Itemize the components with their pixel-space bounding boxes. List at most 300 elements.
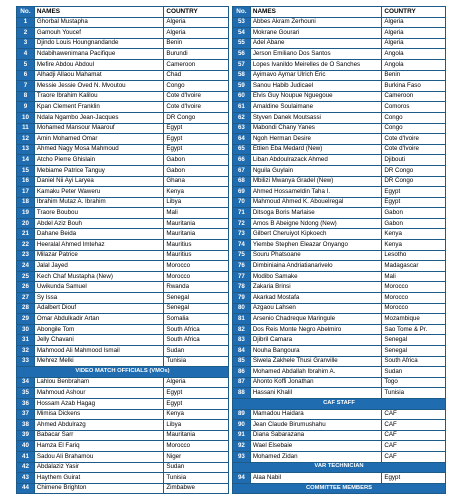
table-row [233,282,446,293]
official-country: Mali [382,271,446,282]
section-title: VIDEO MATCH OFFICIALS (VMOs) [17,367,229,378]
official-name: Sadou Ali Brahamou [34,451,163,462]
official-country: Sudan [164,462,229,473]
row-number: 39 [17,430,35,441]
table-row [17,155,229,166]
table-row [233,218,446,229]
section-header-row [233,398,446,409]
row-number: 55 [233,38,251,49]
row-number: 20 [17,218,35,229]
table-row [17,346,229,357]
official-name: Gamouh Youcef [34,28,163,39]
table-row [233,377,446,388]
row-number: 79 [233,293,251,304]
table-row [233,81,446,92]
official-name: Ahmed Nagy Mosa Mahmoud [34,144,163,155]
table-row [233,70,446,81]
official-country: Algeria [382,28,446,39]
table-row [17,473,229,484]
official-name: Djindo Louis Houngnandande [34,38,163,49]
officials-roster [16,6,446,494]
official-name: Dos Reis Monte Negro Abelmiro [250,324,382,335]
official-country: Egypt [382,473,446,484]
official-country: Cameroon [164,59,229,70]
row-number: 28 [17,303,35,314]
official-name: Yiembe Stephen Eleazar Onyango [250,240,382,251]
official-country: Egypt [164,398,229,409]
section-header-row [17,367,229,378]
row-number: 65 [233,144,251,155]
official-country: Benin [164,38,229,49]
table-row [233,335,446,346]
row-number: 44 [17,483,35,494]
official-name: Mbilizi Mwanya Gradel (New) [250,176,382,187]
official-name: Atcho Pierre Ghislain [34,155,163,166]
header-country: COUNTRY [382,7,446,18]
table-row [233,102,446,113]
row-number: 83 [233,335,251,346]
official-name: Sy Issa [34,293,163,304]
table-row [233,144,446,155]
row-number: 88 [233,388,251,399]
row-number: 24 [17,261,35,272]
table-row [233,441,446,452]
official-name: Ahonto Koffi Jonathan [250,377,382,388]
official-country: Kenya [164,187,229,198]
row-number: 91 [233,430,251,441]
official-country: Congo [164,81,229,92]
table-row [17,409,229,420]
official-country: CAF [382,420,446,431]
section-header-row [233,462,446,473]
table-row [233,388,446,399]
row-number: 57 [233,59,251,70]
official-name: Haythem Guirat [34,473,163,484]
official-name: Azgaou Lahsen [250,303,382,314]
official-country: Niger [164,451,229,462]
row-number: 22 [17,240,35,251]
table-row [233,49,446,60]
official-name: Ndabihawenimana Pacifique [34,49,163,60]
section-title: COMMITTEE MEMBERS [233,483,446,494]
row-number: 14 [17,155,35,166]
official-name: Traore Ibrahim Kalilou [34,91,163,102]
official-country: Morocco [382,282,446,293]
official-name: Gilbert Cheruiyot Kipkoech [250,229,382,240]
official-name: Ahmed Hossameldin Taha I. [250,187,382,198]
official-name: Chimene Brighton [34,483,163,494]
official-name: Traore Boubou [34,208,163,219]
row-number: 75 [233,250,251,261]
table-row [233,240,446,251]
table-row [17,240,229,251]
header-row [233,7,446,18]
official-name: Arsenio Chadreque Maringule [250,314,382,325]
row-number: 1 [17,17,35,28]
header-names: NAMES [34,7,163,18]
table-row [17,356,229,367]
table-row [233,17,446,28]
official-country: Cameroon [382,91,446,102]
row-number: 92 [233,441,251,452]
official-name: Siwela Zakhele Thusi Granville [250,356,382,367]
official-name: Mahmoud Ashour [34,388,163,399]
official-name: Mebiame Patrice Tanguy [34,165,163,176]
table-row [233,314,446,325]
official-name: Heeralal Ahmed Imtehaz [34,240,163,251]
row-number: 78 [233,282,251,293]
official-name: Lopes Ivanildo Meirelles de O Sanches [250,59,382,70]
official-name: Mohamed Mansour Maarouf [34,123,163,134]
row-number: 42 [17,462,35,473]
official-country: South Africa [164,335,229,346]
row-number: 40 [17,441,35,452]
row-number: 4 [17,49,35,60]
table-row [17,229,229,240]
header-no: No. [17,7,35,18]
official-name: Uwikunda Samuel [34,282,163,293]
official-name: Alhadji Allaou Mahamat [34,70,163,81]
official-country: Kenya [164,409,229,420]
official-country: Egypt [382,187,446,198]
official-name: Ditsoga Boris Marlaise [250,208,382,219]
official-name: Amaldine Soulaimane [250,102,382,113]
table-row [17,59,229,70]
row-number: 85 [233,356,251,367]
official-country: Egypt [164,388,229,399]
row-number: 67 [233,165,251,176]
row-number: 18 [17,197,35,208]
official-name: Dimbiniaina Andriatianarivelo [250,261,382,272]
official-country: Gabon [382,208,446,219]
table-row [233,59,446,70]
row-number: 87 [233,377,251,388]
table-row [233,303,446,314]
official-name: Ahmed Abdulrazg [34,420,163,431]
official-country: Morocco [164,271,229,282]
roster-table-left [16,6,229,494]
table-row [17,144,229,155]
row-number: 19 [17,208,35,219]
official-name: Jalal Jayed [34,261,163,272]
table-row [17,293,229,304]
official-name: Mohamed Abdallah Ibrahim A. [250,367,382,378]
official-name: Jelly Chavani [34,335,163,346]
table-row [233,229,446,240]
row-number: 16 [17,176,35,187]
official-country: Cote d'Ivoire [164,91,229,102]
table-row [17,70,229,81]
official-name: Mimisa Dickens [34,409,163,420]
table-row [17,303,229,314]
row-number: 77 [233,271,251,282]
official-country: Mozambique [382,314,446,325]
table-row [233,165,446,176]
table-row [17,462,229,473]
table-row [233,208,446,219]
official-country: South Africa [164,324,229,335]
table-row [233,91,446,102]
table-row [233,38,446,49]
row-number: 60 [233,91,251,102]
table-row [233,430,446,441]
official-country: Rwanda [164,282,229,293]
official-country: Zimbabwe [164,483,229,494]
official-country: CAF [382,409,446,420]
official-country: Congo [382,112,446,123]
row-number: 61 [233,102,251,113]
official-country: Cote d'Ivoire [382,144,446,155]
table-row [233,367,446,378]
table-row [17,165,229,176]
official-name: Mahmood Ali Mahmood Ismail [34,346,163,357]
official-name: Souru Phatsoane [250,250,382,261]
table-row [17,102,229,113]
official-country: Burkina Faso [382,81,446,92]
official-country: CAF [382,451,446,462]
row-number: 36 [17,398,35,409]
official-name: Mehrez Melki [34,356,163,367]
official-country: Morocco [382,293,446,304]
row-number: 31 [17,335,35,346]
row-number: 63 [233,123,251,134]
section-title: CAF STAFF [233,398,446,409]
official-country: Egypt [164,134,229,145]
table-row [17,335,229,346]
row-number: 3 [17,38,35,49]
row-number: 17 [17,187,35,198]
row-number: 38 [17,420,35,431]
table-row [17,282,229,293]
row-number: 9 [17,102,35,113]
table-row [233,271,446,282]
row-number: 54 [233,28,251,39]
row-number: 21 [17,229,35,240]
table-row [17,123,229,134]
official-country: Sudan [382,367,446,378]
row-number: 64 [233,134,251,145]
official-country: DR Congo [382,165,446,176]
official-country: Somalia [164,314,229,325]
row-number: 12 [17,134,35,145]
table-row [17,49,229,60]
header-no: No. [233,7,251,18]
official-country: South Africa [382,356,446,367]
row-number: 25 [17,271,35,282]
row-number: 73 [233,229,251,240]
official-country: Egypt [164,144,229,155]
official-country: Senegal [382,346,446,357]
official-country: Angola [382,49,446,60]
official-country: Algeria [164,377,229,388]
row-number: 56 [233,49,251,60]
header-row [17,7,229,18]
roster-table-right [232,6,446,494]
row-number: 10 [17,112,35,123]
table-row [233,261,446,272]
row-number: 80 [233,303,251,314]
official-country: Senegal [164,303,229,314]
official-name: Hossam Azab Hagag [34,398,163,409]
official-name: Elvis Guy Noupue Nguegoue [250,91,382,102]
section-header-row [233,483,446,494]
row-number: 89 [233,409,251,420]
row-number: 86 [233,367,251,378]
official-name: Abdel Aziz Bouh [34,218,163,229]
table-row [233,324,446,335]
official-name: Mahmoud Ahmed K. Abouelregal [250,197,382,208]
official-name: Mamadou Haidara [250,409,382,420]
table-row [17,420,229,431]
official-country: Gabon [382,218,446,229]
official-country: Mauritania [164,218,229,229]
row-number: 66 [233,155,251,166]
official-name: Omar Abdulkadir Artan [34,314,163,325]
official-country: Egypt [382,197,446,208]
table-row [17,38,229,49]
official-name: Mohamed Zidan [250,451,382,462]
official-country: Algeria [382,17,446,28]
official-name: Jean Claude Birumushahu [250,420,382,431]
row-number: 6 [17,70,35,81]
official-country: Algeria [164,28,229,39]
row-number: 37 [17,409,35,420]
official-name: Nguila Guylain [250,165,382,176]
official-country: Kenya [382,229,446,240]
table-row [233,409,446,420]
official-country: DR Congo [382,176,446,187]
official-country: Benin [382,70,446,81]
official-name: Liban Abdoulrazack Ahmed [250,155,382,166]
row-number: 59 [233,81,251,92]
table-row [17,197,229,208]
official-country: Sao Tome & Pr. [382,324,446,335]
official-country: Mauritania [164,229,229,240]
row-number: 72 [233,218,251,229]
official-country: Ghana [164,176,229,187]
official-name: Daniel Nii Ayi Laryea [34,176,163,187]
row-number: 7 [17,81,35,92]
row-number: 35 [17,388,35,399]
table-row [17,483,229,494]
table-row [233,250,446,261]
official-country: Egypt [164,123,229,134]
official-name: Ndala Ngambo Jean-Jacques [34,112,163,123]
official-name: Abdalaziz Yasir [34,462,163,473]
official-name: Ibrahim Mutaz A. Ibrahim [34,197,163,208]
table-row [17,430,229,441]
table-row [17,377,229,388]
official-country: Morocco [164,441,229,452]
row-number: 93 [233,451,251,462]
row-number: 70 [233,197,251,208]
header-names: NAMES [250,7,382,18]
table-row [233,134,446,145]
official-name: Babacar Sarr [34,430,163,441]
official-name: Kamaku Peter Waweru [34,187,163,198]
official-country: Cote d'Ivoire [164,102,229,113]
table-row [17,91,229,102]
row-number: 33 [17,356,35,367]
header-country: COUNTRY [164,7,229,18]
table-row [17,261,229,272]
official-name: Lahlou Benbraham [34,377,163,388]
official-country: Mauritania [164,430,229,441]
official-name: Abongile Tom [34,324,163,335]
row-number: 29 [17,314,35,325]
row-number: 82 [233,324,251,335]
table-row [233,346,446,357]
table-row [17,451,229,462]
official-name: Sanou Habib Judicael [250,81,382,92]
row-number: 71 [233,208,251,219]
row-number: 11 [17,123,35,134]
official-country: Chad [164,70,229,81]
official-name: Amin Mohamed Omar [34,134,163,145]
official-name: Wael Elsebaie [250,441,382,452]
table-row [17,134,229,145]
official-country: Angola [382,59,446,70]
official-name: Ghorbal Mustapha [34,17,163,28]
table-row [233,123,446,134]
row-number: 30 [17,324,35,335]
official-name: Djibril Camara [250,335,382,346]
table-row [17,441,229,452]
official-country: Morocco [164,261,229,272]
table-row [233,356,446,367]
official-country: Mauritius [164,250,229,261]
row-number: 62 [233,112,251,123]
row-number: 69 [233,187,251,198]
table-row [17,28,229,39]
official-country: Tunisia [164,356,229,367]
row-number: 43 [17,473,35,484]
official-name: Diana Sabarazana [250,430,382,441]
row-number: 68 [233,176,251,187]
official-country: CAF [382,430,446,441]
official-country: CAF [382,441,446,452]
row-number: 13 [17,144,35,155]
table-row [233,293,446,304]
table-row [233,112,446,123]
table-row [17,176,229,187]
table-row [17,208,229,219]
table-row [17,250,229,261]
official-name: Ettien Eba Medard (New) [250,144,382,155]
table-row [233,28,446,39]
official-name: Amos B Abeigne Ndong (New) [250,218,382,229]
official-name: Dahane Beida [34,229,163,240]
table-row [17,112,229,123]
official-name: Hassani Khalil [250,388,382,399]
row-number: 41 [17,451,35,462]
official-country: Madagascar [382,261,446,272]
official-name: Akarkad Mostafa [250,293,382,304]
official-name: Alaa Nabil [250,473,382,484]
table-row [233,176,446,187]
row-number: 53 [233,17,251,28]
official-country: Djibouti [382,155,446,166]
row-number: 8 [17,91,35,102]
row-number: 32 [17,346,35,357]
row-number: 76 [233,261,251,272]
official-name: Messie Jessie Oved N. Mvoutou [34,81,163,92]
official-country: Algeria [382,38,446,49]
table-row [233,187,446,198]
row-number: 27 [17,293,35,304]
section-title: VAR TECHNICIAN [233,462,446,473]
table-row [17,187,229,198]
